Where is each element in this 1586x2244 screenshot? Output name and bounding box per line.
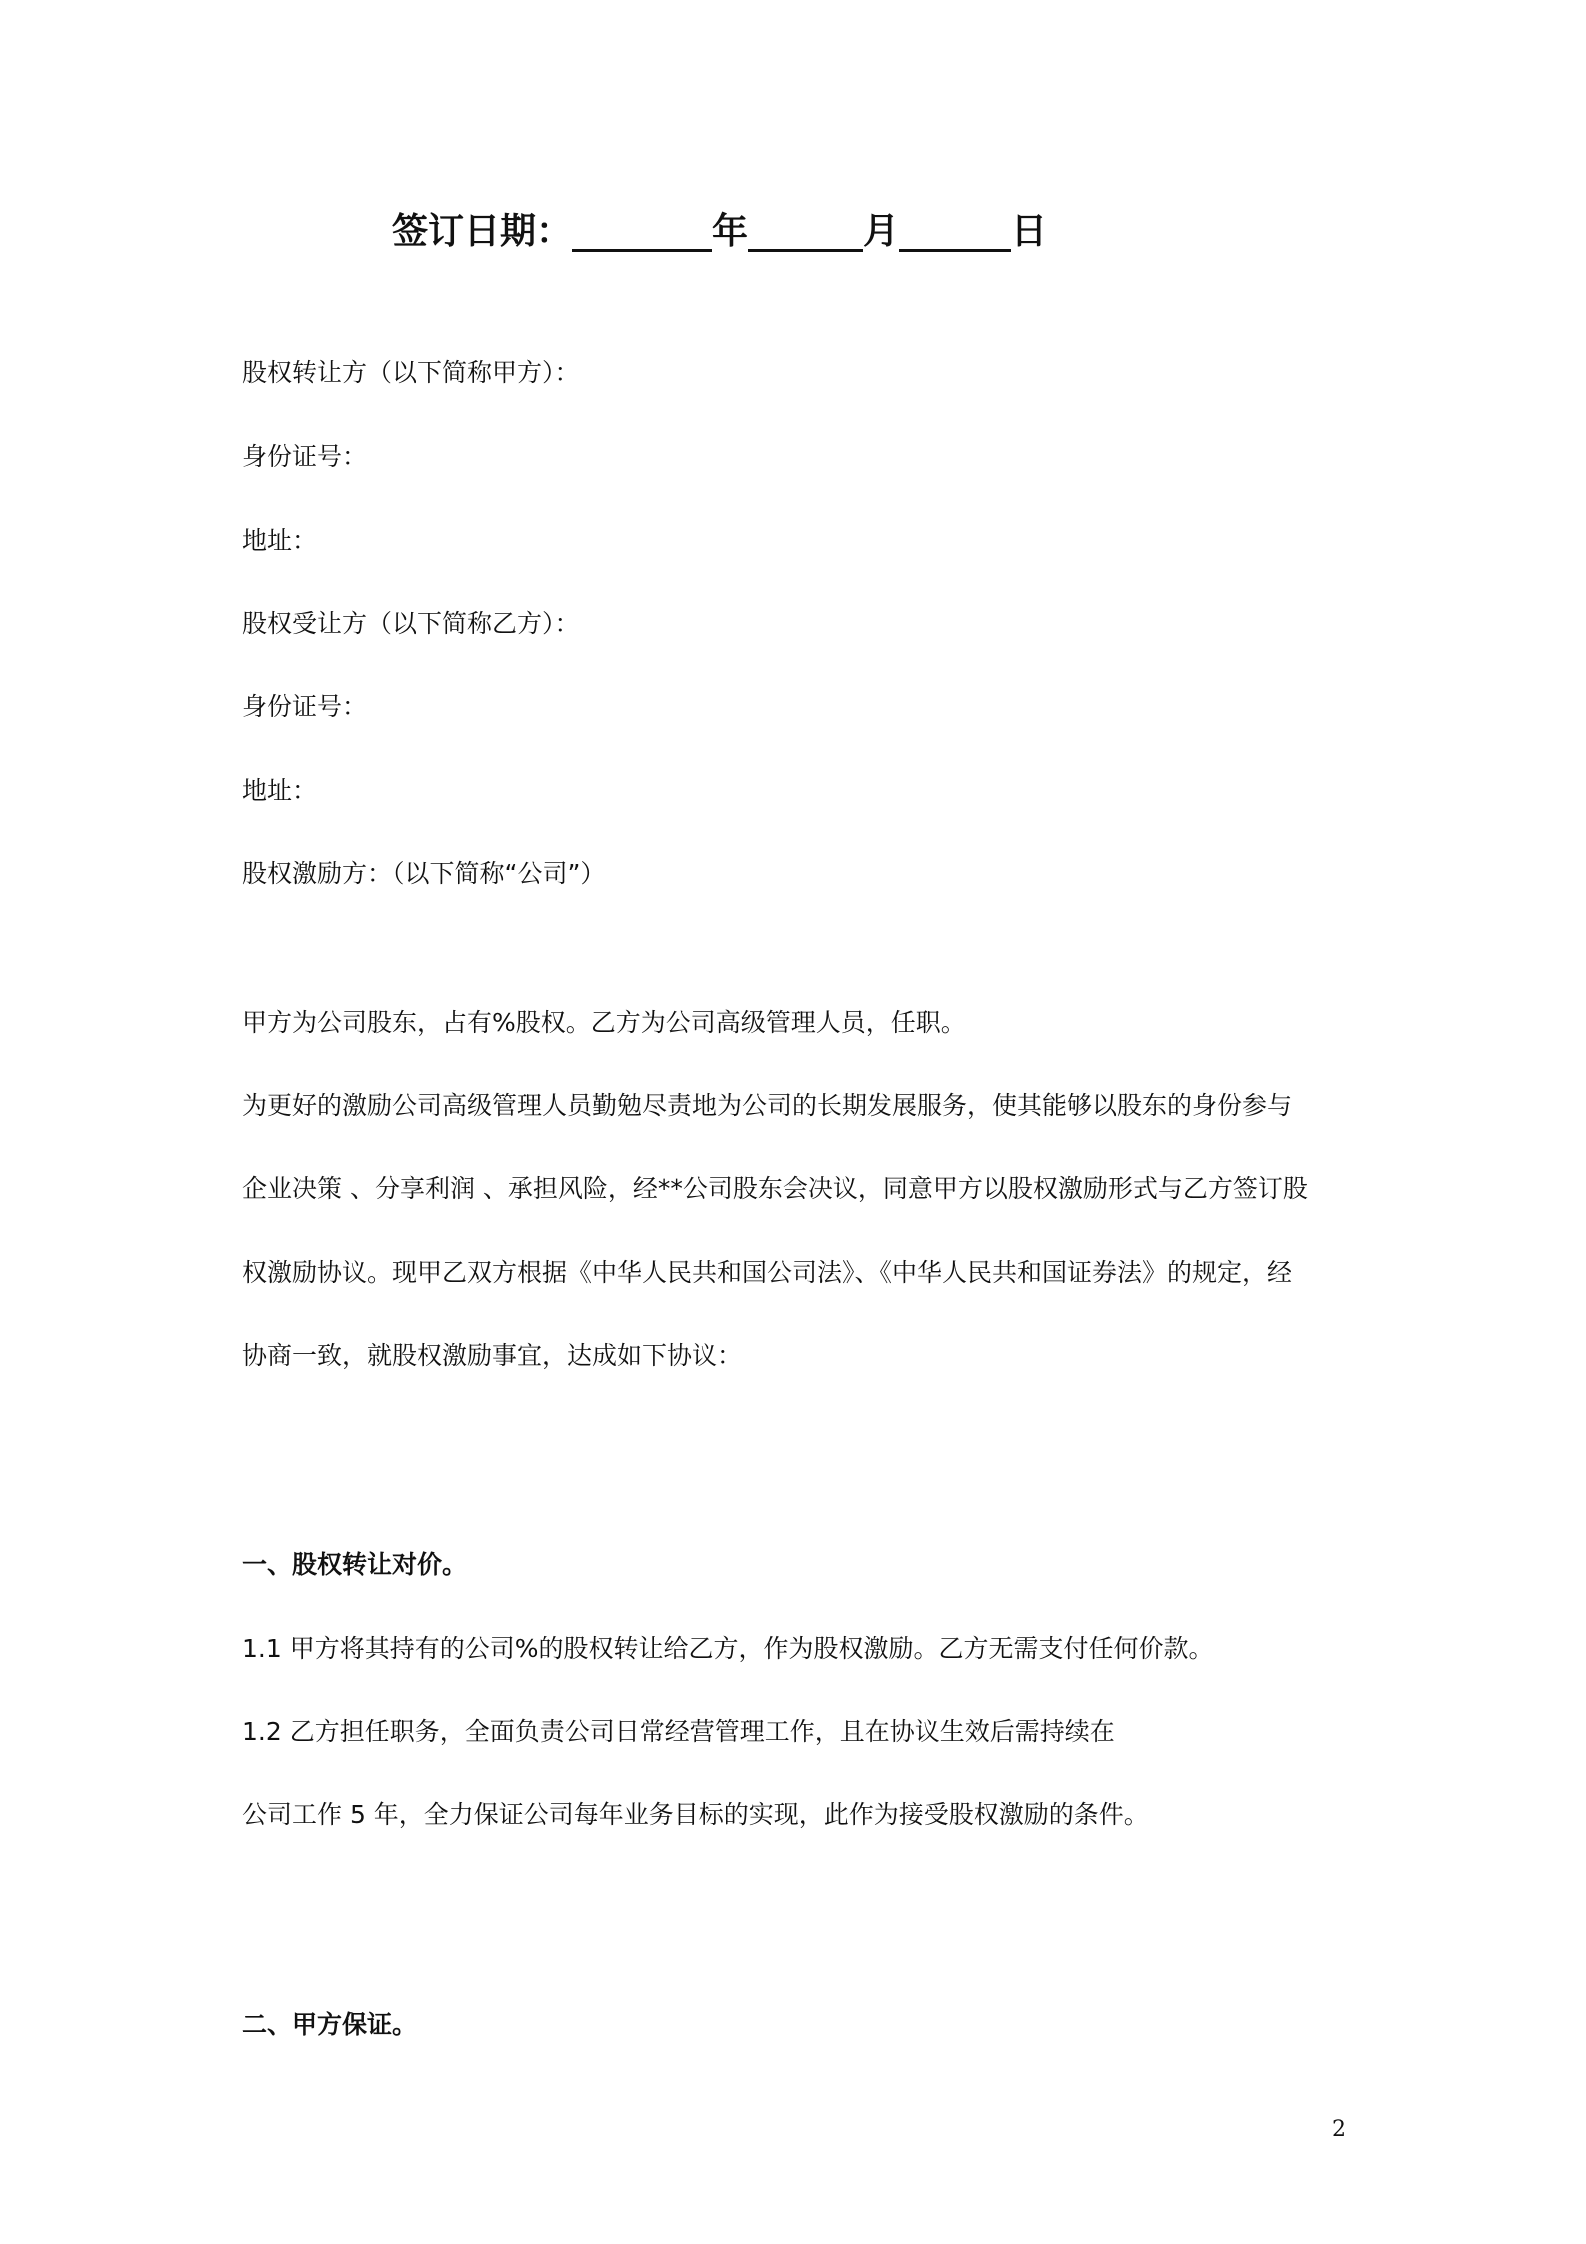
recital-line-1: 甲方为公司股东，占有%股权。乙方为公司高级管理人员，任职。 bbox=[242, 1008, 966, 1037]
transferor-line: 股权转让方（以下简称甲方）： bbox=[242, 358, 580, 387]
month-label: 月 bbox=[863, 211, 900, 252]
day-blank bbox=[899, 205, 1011, 252]
recital-line-4: 权激励协议。现甲乙双方根据《中华人民共和国公司法》、《中华人民共和国证券法》的规定，经 bbox=[242, 1258, 1293, 1287]
company-line: 股权激励方：（以下简称“公司”） bbox=[242, 859, 606, 888]
month-blank bbox=[748, 205, 863, 252]
transferee-line: 股权受让方（以下简称乙方）： bbox=[242, 609, 580, 638]
signing-date-line bbox=[392, 200, 1047, 256]
day-label: 日 bbox=[1011, 211, 1048, 252]
transferor-address-line: 地址： bbox=[242, 526, 318, 555]
clause-1-1: 1.1 甲方将其持有的公司%的股权转让给乙方，作为股权激励。乙方无需支付任何价款。 bbox=[242, 1634, 1214, 1663]
page-number: 2 bbox=[1332, 2117, 1346, 2142]
recital-line-5: 协商一致，就股权激励事宜，达成如下协议： bbox=[242, 1341, 743, 1370]
clause-1-2-line-2: 公司工作 5 年，全力保证公司每年业务目标的实现，此作为接受股权激励的条件。 bbox=[242, 1800, 1149, 1829]
year-label: 年 bbox=[712, 211, 749, 252]
signing-date-label: 签订日期： bbox=[392, 211, 573, 252]
section-1-heading: 一、股权转让对价。 bbox=[242, 1550, 468, 1579]
section-2-heading: 二、甲方保证。 bbox=[242, 2010, 418, 2039]
transferor-id-line: 身份证号： bbox=[242, 442, 368, 471]
clause-1-2-line-1: 1.2 乙方担任职务，全面负责公司日常经营管理工作，且在协议生效后需持续在 bbox=[242, 1717, 1115, 1746]
recital-line-3: 企业决策 、分享利润 、承担风险，经**公司股东会决议，同意甲方以股权激励形式与乙方签订股 bbox=[242, 1174, 1308, 1203]
recital-line-2: 为更好的激励公司高级管理人员勤勉尽责地为公司的长期发展服务，使其能够以股东的身份参与 bbox=[242, 1091, 1293, 1120]
transferee-address-line: 地址： bbox=[242, 776, 318, 805]
year-blank bbox=[572, 205, 712, 252]
transferee-id-line: 身份证号： bbox=[242, 692, 368, 721]
